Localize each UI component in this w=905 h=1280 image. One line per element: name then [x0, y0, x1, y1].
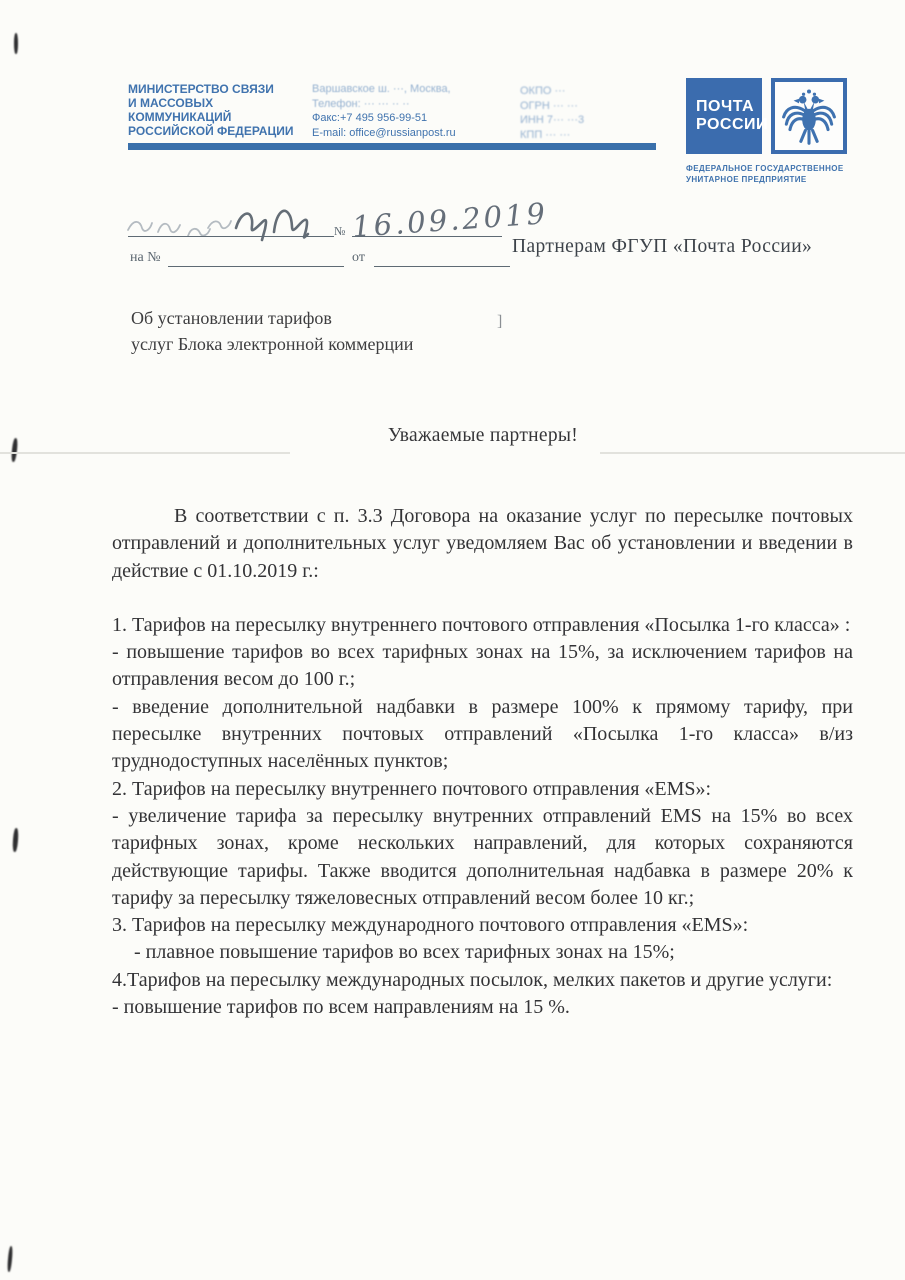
recipient-line: Партнерам ФГУП «Почта России» — [512, 236, 813, 257]
body-paragraph: 3. Тарифов на пересылку международного почтового отправления «EMS»: — [112, 914, 749, 937]
scan-artifact — [7, 1246, 13, 1272]
ministry-line: МИНИСТЕРСТВО СВЯЗИ — [128, 82, 274, 96]
salutation: Уважаемые партнеры! — [387, 425, 579, 446]
body-paragraph: - повышение тарифов по всем направлениям на 15 %. — [112, 996, 570, 1019]
body-paragraph: - введение дополнительной надбавки в размере 100% к прямому тарифу, при пересылке внутренних почтовых отправлений «Посылка 1-го класса» в/из труднодоступных населённых пунктов; — [112, 695, 853, 773]
body-paragraph: - повышение тарифов во всех тарифных зонах на 15%, за исключением тарифов на отправления весом до 100 г.; — [112, 641, 853, 691]
subject-line: Об установлении тарифов — [131, 308, 332, 328]
blank-underline-ref-date — [374, 266, 510, 267]
handwritten-date: 16.09.2019 — [351, 196, 549, 244]
fax-line: Факс:+7 495 956-99-51 — [312, 112, 428, 124]
letter-body — [112, 503, 853, 1021]
body-paragraph: - увеличение тарифа за пересылку внутренних отправлений EMS на 15% во всех тарифных зонах, кроме нескольких направлений, для которых сохраняются действующие тарифы. Также вводится дополнительная надбавка в размере 20% к тарифу за пересылку тяжеловесных отправлений весом более 10 кг.; — [112, 804, 853, 909]
body-intro-paragraph: В соответствии с п. 3.3 Договора на оказание услуг по пересылке почтовых отправлений и дополнительных услуг уведомляем Вас об установлении и введении в действие с 01.10.2019 г.: — [112, 505, 853, 582]
body-paragraph: - плавное повышение тарифов во всех тарифных зонах на 15%; — [134, 941, 675, 964]
stray-bracket-artifact: ] — [497, 313, 503, 330]
ogrn-code: ОГРН ··· ··· — [520, 99, 578, 112]
ot-label: от — [352, 250, 365, 265]
subject-line: услуг Блока электронной коммерции — [131, 334, 414, 354]
ministry-name — [128, 82, 318, 138]
na-no-label: на № — [130, 250, 161, 265]
handwritten-scrawl — [124, 198, 349, 244]
logo-brand-line: РОССИИ — [696, 116, 769, 133]
number-symbol: № — [334, 224, 346, 238]
kpp-code: КПП ··· ··· — [520, 128, 571, 141]
body-paragraph: 4.Тарифов на пересылку международных посылок, мелких пакетов и другие услуги: — [112, 968, 833, 991]
scan-artifact — [12, 828, 19, 852]
okpo-code: ОКПО ··· — [520, 85, 566, 97]
blank-underline-date — [352, 236, 502, 237]
email-line: E-mail: office@russianpost.ru — [312, 126, 456, 139]
postal-address: Варшавское ш. ···, Москва, — [312, 83, 451, 95]
scan-artifact — [11, 438, 18, 462]
logo-brand-square — [686, 78, 769, 154]
ministry-line: РОССИЙСКОЙ ФЕДЕРАЦИИ — [128, 124, 294, 138]
subject-block — [131, 305, 413, 357]
blank-underline-ref-number — [168, 266, 344, 267]
blank-underline-number — [128, 236, 334, 237]
contact-block — [312, 82, 512, 140]
double-headed-eagle-icon — [780, 87, 838, 145]
body-paragraph: 2. Тарифов на пересылку внутреннего почтового отправления «EMS»: — [112, 777, 712, 800]
registry-codes — [520, 84, 660, 142]
logo-subtitle-line: УНИТАРНОЕ ПРЕДПРИЯТИЕ — [686, 175, 807, 184]
inn-code: ИНН 7··· ···3 — [520, 114, 585, 126]
phone-line: Телефон: ··· ··· ·· ·· — [312, 97, 410, 110]
logo-eagle-square — [771, 78, 847, 154]
scan-streak — [600, 452, 905, 454]
logo-subtitle-line: ФЕДЕРАЛЬНОЕ ГОСУДАРСТВЕННОЕ — [686, 164, 844, 173]
ministry-line: И МАССОВЫХ КОММУНИКАЦИЙ — [128, 96, 232, 124]
scan-streak — [0, 452, 290, 454]
body-paragraph: 1. Тарифов на пересылку внутреннего почтового отправления «Посылка 1-го класса» : — [112, 613, 851, 636]
logo-brand-line: ПОЧТА — [696, 98, 755, 115]
logo-subtitle — [686, 163, 862, 185]
header-rule — [128, 143, 656, 150]
scan-artifact — [14, 33, 18, 54]
pochta-rossii-logo — [686, 78, 862, 185]
